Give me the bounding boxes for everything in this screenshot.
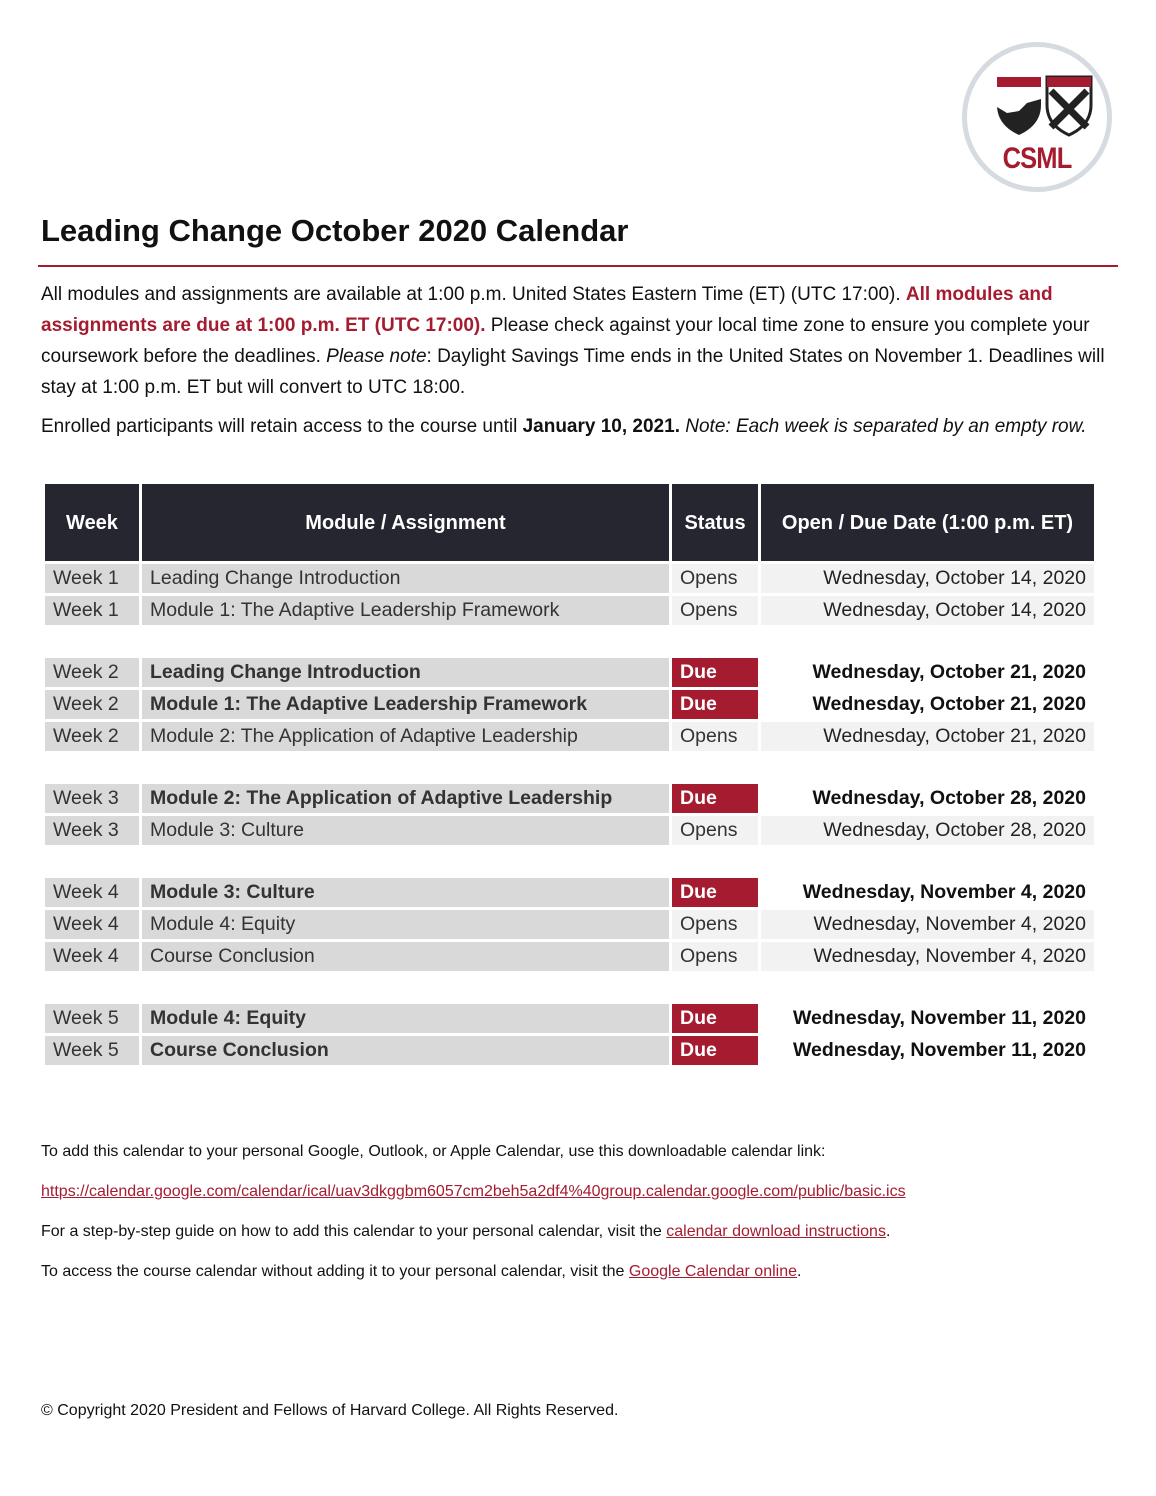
week-separator-row [45, 754, 1094, 781]
module-cell: Module 1: The Adaptive Leadership Framework [142, 690, 669, 719]
module-cell: Module 2: The Application of Adaptive Leadership [142, 722, 669, 751]
page-title: Leading Change October 2020 Calendar [41, 213, 629, 248]
due-notice: All modules and assignments are due at 1:00 p.m. ET (UTC 17:00). [41, 284, 1053, 336]
date-cell: Wednesday, October 21, 2020 [761, 722, 1094, 751]
online-text [41, 1252, 906, 1292]
week-separator-note: Note: Each week is separated by an empty row. [679, 416, 1087, 437]
intro-paragraph-1 [41, 279, 1116, 403]
calendar-table [42, 481, 1097, 1068]
table-row [45, 690, 1094, 719]
date-cell: Wednesday, November 4, 2020 [761, 942, 1094, 971]
table-row [45, 816, 1094, 845]
header-status: Status [672, 484, 758, 561]
week-cell: Week 3 [45, 816, 139, 845]
copyright: © Copyright 2020 President and Fellows of Harvard College. All Rights Reserved. [41, 1402, 619, 1419]
module-cell: Module 3: Culture [142, 816, 669, 845]
date-cell: Wednesday, October 28, 2020 [761, 784, 1094, 813]
module-cell: Course Conclusion [142, 1036, 669, 1065]
title-divider [38, 265, 1118, 267]
module-cell: Module 4: Equity [142, 1004, 669, 1033]
guide-text [41, 1212, 906, 1252]
table-row [45, 722, 1094, 751]
status-badge: Opens [672, 942, 758, 971]
guide-label: For a step-by-step guide on how to add this calendar to your personal calendar, visit the [41, 1223, 667, 1240]
module-cell: Module 1: The Adaptive Leadership Framework [142, 596, 669, 625]
please-note-label: Please note [326, 346, 427, 367]
timezone-text: Please check against your local time zone to ensure you complete your coursework before the deadlines. [41, 315, 1090, 367]
week-cell: Week 3 [45, 784, 139, 813]
table-row [45, 564, 1094, 593]
module-cell: Module 3: Culture [142, 878, 669, 907]
week-cell: Week 2 [45, 690, 139, 719]
csml-logo [962, 42, 1112, 192]
week-cell: Week 2 [45, 722, 139, 751]
availability-text: All modules and assignments are available at 1:00 p.m. United States Eastern Time (ET) (UTC 17:00). [41, 284, 906, 305]
table-row [45, 942, 1094, 971]
week-cell: Week 5 [45, 1004, 139, 1033]
google-calendar-online-link[interactable]: Google Calendar online [628, 1263, 798, 1280]
logo-text: CSML [1002, 142, 1072, 175]
table-row [45, 658, 1094, 687]
status-badge: Due [672, 1036, 758, 1065]
date-cell: Wednesday, November 4, 2020 [761, 910, 1094, 939]
header-module: Module / Assignment [142, 484, 669, 561]
ics-link[interactable]: https://calendar.google.com/calendar/ical/uav3dkggbm6057cm2beh5a2df4%40group.calendar.google.com/public/basic.ics [41, 1183, 906, 1200]
period: . [797, 1263, 802, 1280]
module-cell: Leading Change Introduction [142, 658, 669, 687]
status-badge: Due [672, 1004, 758, 1033]
date-cell: Wednesday, October 14, 2020 [761, 596, 1094, 625]
date-cell: Wednesday, October 28, 2020 [761, 816, 1094, 845]
table-row [45, 878, 1094, 907]
week-cell: Week 4 [45, 910, 139, 939]
intro-text [41, 279, 1116, 450]
week-cell: Week 1 [45, 596, 139, 625]
week-cell: Week 1 [45, 564, 139, 593]
status-badge: Opens [672, 596, 758, 625]
date-cell: Wednesday, November 4, 2020 [761, 878, 1094, 907]
table-row [45, 1036, 1094, 1065]
week-cell: Week 4 [45, 942, 139, 971]
online-label: To access the course calendar without adding it to your personal calendar, visit the [41, 1263, 629, 1280]
module-cell: Course Conclusion [142, 942, 669, 971]
date-cell: Wednesday, November 11, 2020 [761, 1036, 1094, 1065]
table-row [45, 910, 1094, 939]
week-separator-row [45, 848, 1094, 875]
status-badge: Due [672, 658, 758, 687]
dst-text: : Daylight Savings Time ends in the United States on November 1. Deadlines will stay at 1:00 p.m. ET but will convert to UTC 18:00. [41, 346, 1105, 398]
module-cell: Module 4: Equity [142, 910, 669, 939]
status-badge: Due [672, 784, 758, 813]
status-badge: Opens [672, 816, 758, 845]
table-row [45, 596, 1094, 625]
status-badge: Due [672, 878, 758, 907]
add-calendar-text: To add this calendar to your personal Google, Outlook, or Apple Calendar, use this downloadable calendar link: [41, 1143, 826, 1160]
module-cell: Leading Change Introduction [142, 564, 669, 593]
module-cell: Module 2: The Application of Adaptive Leadership [142, 784, 669, 813]
week-cell: Week 5 [45, 1036, 139, 1065]
header-week: Week [45, 484, 139, 561]
period: . [885, 1223, 891, 1240]
calendar-instructions [41, 1132, 906, 1292]
status-badge: Opens [672, 722, 758, 751]
status-badge: Opens [672, 910, 758, 939]
date-cell: Wednesday, October 21, 2020 [761, 658, 1094, 687]
status-badge: Due [672, 690, 758, 719]
week-cell: Week 4 [45, 878, 139, 907]
intro-paragraph-2 [41, 411, 1116, 442]
week-cell: Week 2 [45, 658, 139, 687]
status-badge: Opens [672, 564, 758, 593]
access-end-date: January 10, 2021. [522, 416, 680, 437]
table-row [45, 784, 1094, 813]
date-cell: Wednesday, November 11, 2020 [761, 1004, 1094, 1033]
week-separator-row [45, 974, 1094, 1001]
header-date: Open / Due Date (1:00 p.m. ET) [761, 484, 1094, 561]
table-row [45, 1004, 1094, 1033]
date-cell: Wednesday, October 14, 2020 [761, 564, 1094, 593]
access-text: Enrolled participants will retain access to the course until [41, 416, 523, 437]
week-separator-row [45, 628, 1094, 655]
download-instructions-link[interactable]: calendar download instructions [666, 1223, 886, 1240]
date-cell: Wednesday, October 21, 2020 [761, 690, 1094, 719]
